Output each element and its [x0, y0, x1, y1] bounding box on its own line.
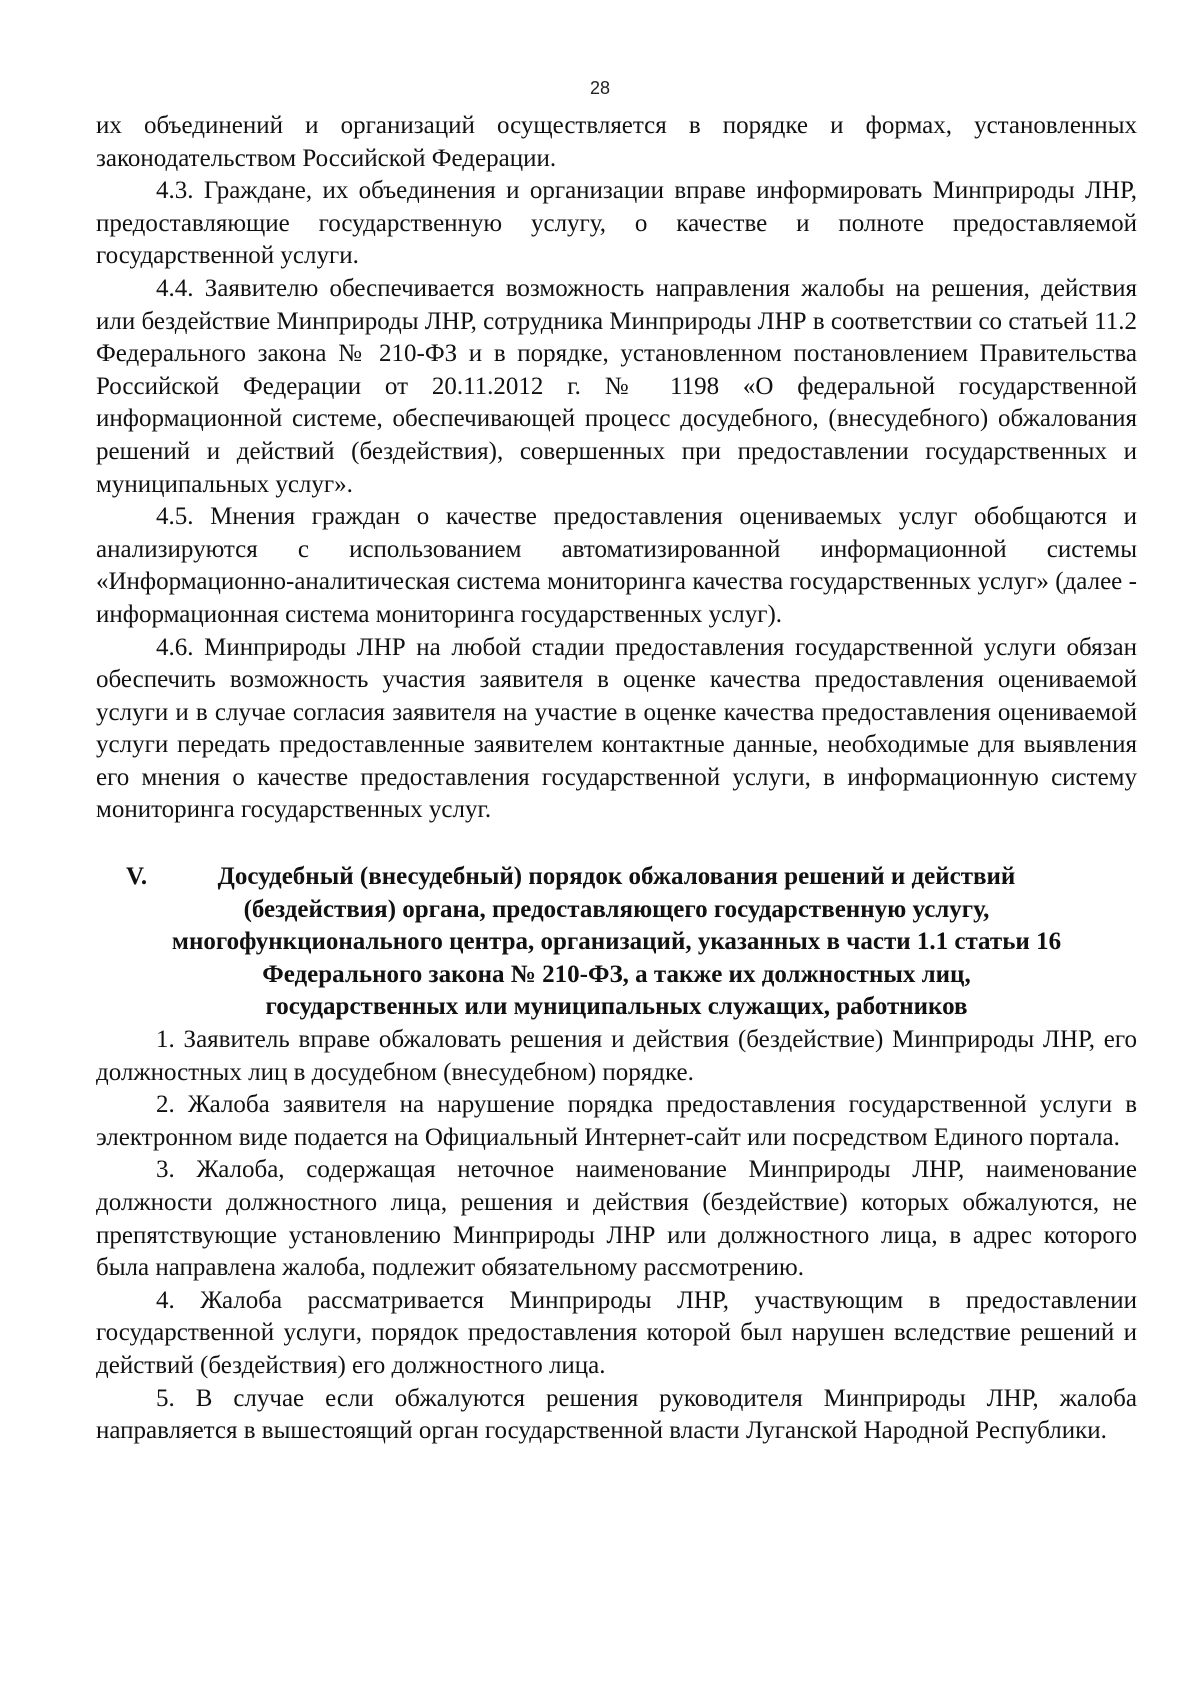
section-title-line: Федерального закона № 210-ФЗ, а также их должностных лиц,: [262, 960, 971, 988]
paragraph-5-2: 2. Жалоба заявителя на нарушение порядка предоставления государственной услуги в электронном виде подается на Официальный Интернет-сайт или посредством Единого портала.: [96, 1091, 1137, 1151]
section-title-line: (бездействия) органа, предоставляющего государственную услугу,: [243, 895, 990, 923]
page-number: 28: [589, 78, 611, 98]
section-number: V.: [126, 863, 148, 891]
section-title-line: государственных или муниципальных служащих, работников: [265, 993, 968, 1021]
paragraph-4-6: 4.6. Минприроды ЛНР на любой стадии предоставления государственной услуги обязан обеспечить возможность участия заявителя в оценке качества предоставления оцениваемой услуги и в случае согласия заявителя на участие в оценке качества предоставления оцениваемой услуги передать предоставленные заявителем контактные данные, необходимые для выявления его мнения о качестве предоставления государственной услуги, в информационную систему мониторинга государственных услуг.: [96, 633, 1137, 824]
section-title-line: Досудебный (внесудебный) порядок обжалования решений и действий: [217, 863, 1016, 891]
paragraph-4-5: 4.5. Мнения граждан о качестве предоставления оцениваемых услуг обобщаются и анализируются с использованием автоматизированной информационной системы «Информационно-аналитическая система мониторинга качества государственных услуг» (далее - информационная система мониторинга государственных услуг).: [96, 503, 1137, 628]
section-title-line: многофункционального центра, организаций, указанных в части 1.1 статьи 16: [171, 928, 1062, 956]
section-heading: [96, 861, 1137, 1024]
paragraph-5-3: 3. Жалоба, содержащая неточное наименование Минприроды ЛНР, наименование должности должностного лица, решения и действия (бездействие) которых обжалуются, не препятствующие установлению Минприроды ЛНР или должностного лица, в адрес которого была направлена жалоба, подлежит обязательному рассмотрению.: [96, 1156, 1137, 1282]
document-body: [96, 110, 1137, 1448]
paragraph-5-1: 1. Заявитель вправе обжаловать решения и действия (бездействие) Минприроды ЛНР, его должностных лиц в досудебном (внесудебном) порядке.: [96, 1026, 1137, 1086]
paragraph-4-4: 4.4. Заявителю обеспечивается возможность направления жалобы на решения, действия или бездействие Минприроды ЛНР, сотрудника Минприроды ЛНР в соответствии со статьей 11.2 Федерального закона № 210-ФЗ и в порядке, установленном постановлением Правительства Российской Федерации от 20.11.2012 г. № 1198 «О федеральной государственной информационной системе, обеспечивающей процесс досудебного, (внесудебного) обжалования решений и действий (бездействия), совершенных при предоставлении государственных и муниципальных услуг».: [96, 274, 1137, 498]
paragraph-5-5: 5. В случае если обжалуются решения руководителя Минприроды ЛНР, жалоба направляется в вышестоящий орган государственной власти Луганской Народной Республики.: [96, 1384, 1137, 1445]
paragraph-4-3: 4.3. Граждане, их объединения и организации вправе информировать Минприроды ЛНР, предоставляющие государственную услугу, о качестве и полноте предоставляемой государственной услуги.: [96, 177, 1137, 270]
paragraph-continuation: их объединений и организаций осуществляется в порядке и формах, установленных законодательством Российской Федерации.: [96, 112, 1137, 172]
paragraph-5-4: 4. Жалоба рассматривается Минприроды ЛНР, участвующим в предоставлении государственной услуги, порядок предоставления которой был нарушен вследствие решений и действий (бездействия) его должностного лица.: [96, 1286, 1137, 1379]
